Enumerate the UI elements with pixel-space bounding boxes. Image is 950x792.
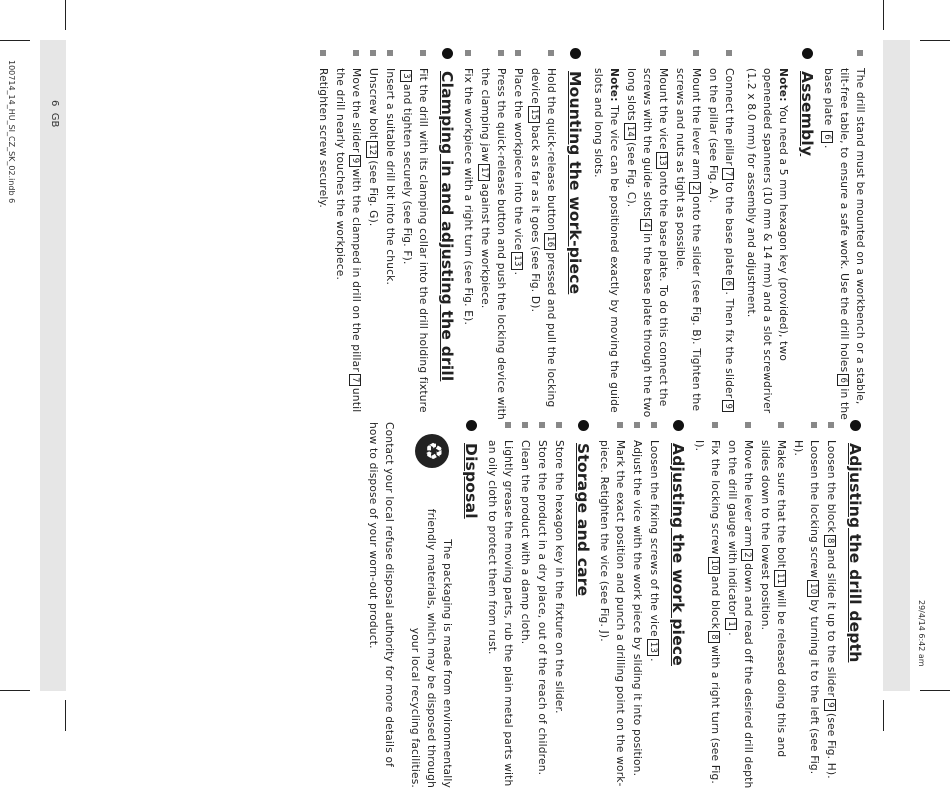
- list-item: Loosen the locking screw10by turning it to the left (see Fig. H).: [790, 422, 822, 792]
- list-item: Make sure that the bolt11will be released doing this and slides down to the lowest position.: [757, 422, 789, 792]
- list-item: Fix the workpiece with a right turn (see Fig. E).: [460, 50, 476, 420]
- list-item: Move the slider9with the clamped in drill on the pillar7until the drill nearly touches the workpiece.: [332, 50, 364, 420]
- list-item: Unscrew bolt12(see Fig. G).: [365, 50, 381, 420]
- section-title-storage: Storage and care: [573, 422, 592, 792]
- list-item: Fix the locking screw10and block8with a right turn (see Fig. I).: [691, 422, 723, 792]
- disposal-text: The packaging is made from environmentally friendly materials, which may be disposed through your local recycling facilities.: [409, 508, 453, 788]
- section-title-assembly: Assembly: [797, 50, 816, 420]
- list-item: Retighten screw securely.: [315, 50, 331, 420]
- left-column: [314, 50, 868, 420]
- list-item: Mount the lever arm2onto the slider (see Fig. B). Tighten the screws and nuts as tight as possible.: [672, 50, 704, 420]
- list-item: Clean the product with a damp cloth.: [517, 422, 533, 792]
- list-item: Fit the drill with its clamping collar into the drill holding fixture3and tighten securely (see Fig. F).: [399, 50, 431, 420]
- rotated-page: [108, 42, 868, 789]
- section-title-disposal: Disposal: [461, 422, 480, 792]
- list-item: Store the product in a dry place, out of the reach of children.: [534, 422, 550, 792]
- left-margin-bar: [40, 40, 66, 691]
- list-item: Adjust the vice with the work piece by sliding it into position.: [629, 422, 645, 792]
- section-title-depth: Adjusting the drill depth: [845, 422, 864, 792]
- list-item: Lightly grease the moving parts, rub the plain metal parts with an oily cloth to protect them from rust.: [484, 422, 516, 792]
- disposal-contact: Contact your local refuse disposal authority for more details of how to dispose of your worn-out product.: [367, 422, 395, 768]
- recycle-icon: ♻: [415, 434, 449, 468]
- list-item: Loosen the fixing screws of the vice13.: [646, 422, 662, 792]
- page-number: 6 GB: [49, 100, 60, 128]
- right-margin-bar: [883, 40, 910, 691]
- list-item: Insert a suitable drill bit into the chuck.: [382, 50, 398, 420]
- list-item: The drill stand must be mounted on a workbench or a stable, tilt-free table, to ensure a safe work. Use the drill holes6in the base plate 6.: [820, 50, 868, 420]
- assembly-note: Note: You need a 5 mm hexagon key (provided), two openended spanners (10 mm & 14 mm) and a slot screwdriver (1.2 x 8.0 mm) for assembly and adjustment.: [745, 68, 789, 414]
- list-item: Loosen the block8and slide it up to the slider9(see Fig. H).: [823, 422, 839, 792]
- list-item: Move the lever arm2down and read off the desired drill depth on the drill gauge with indicator1.: [724, 422, 756, 792]
- list-item: Mount the vice13onto the base plate. To do this connect the screws with the guide slots4in the base plate through the two long slots14(see Fig. C).: [623, 50, 671, 420]
- file-slug: 100714_14_HU_SI_CZ_SK_02.indb 6: [7, 60, 16, 204]
- date-slug: 29/4/14 6:42 am: [917, 600, 926, 667]
- section-title-workpiece: Adjusting the work piece: [668, 422, 687, 792]
- assembly-note-2: Note: The vice can be positioned exactly by moving the guide slots and long slots.: [592, 68, 620, 413]
- list-item: Hold the quick-release button16pressed and pull the locking device15back as far as it goes (see Fig. D).: [527, 50, 559, 420]
- section-title-mounting: Mounting the work-piece: [565, 50, 584, 420]
- right-column: [365, 422, 868, 792]
- section-title-clamping: Clamping in and adjusting the drill: [437, 50, 456, 420]
- list-item: Press the quick-release button and push the locking device with the clamping jaw17against the workpiece.: [477, 50, 509, 420]
- list-item: Place the workpiece into the vice13.: [510, 50, 526, 420]
- disposal-block: [407, 422, 455, 792]
- list-item: Mark the exact position and punch a drilling point on the work-piece. Retighten the vice (see Fig. J).: [596, 422, 628, 792]
- list-item: Connect the pillar7to the base plate6. Then fix the slider9on the pillar (see Fig. A).: [705, 50, 737, 420]
- list-item: Store the hexagon key in the fixture on the slider.: [551, 422, 567, 792]
